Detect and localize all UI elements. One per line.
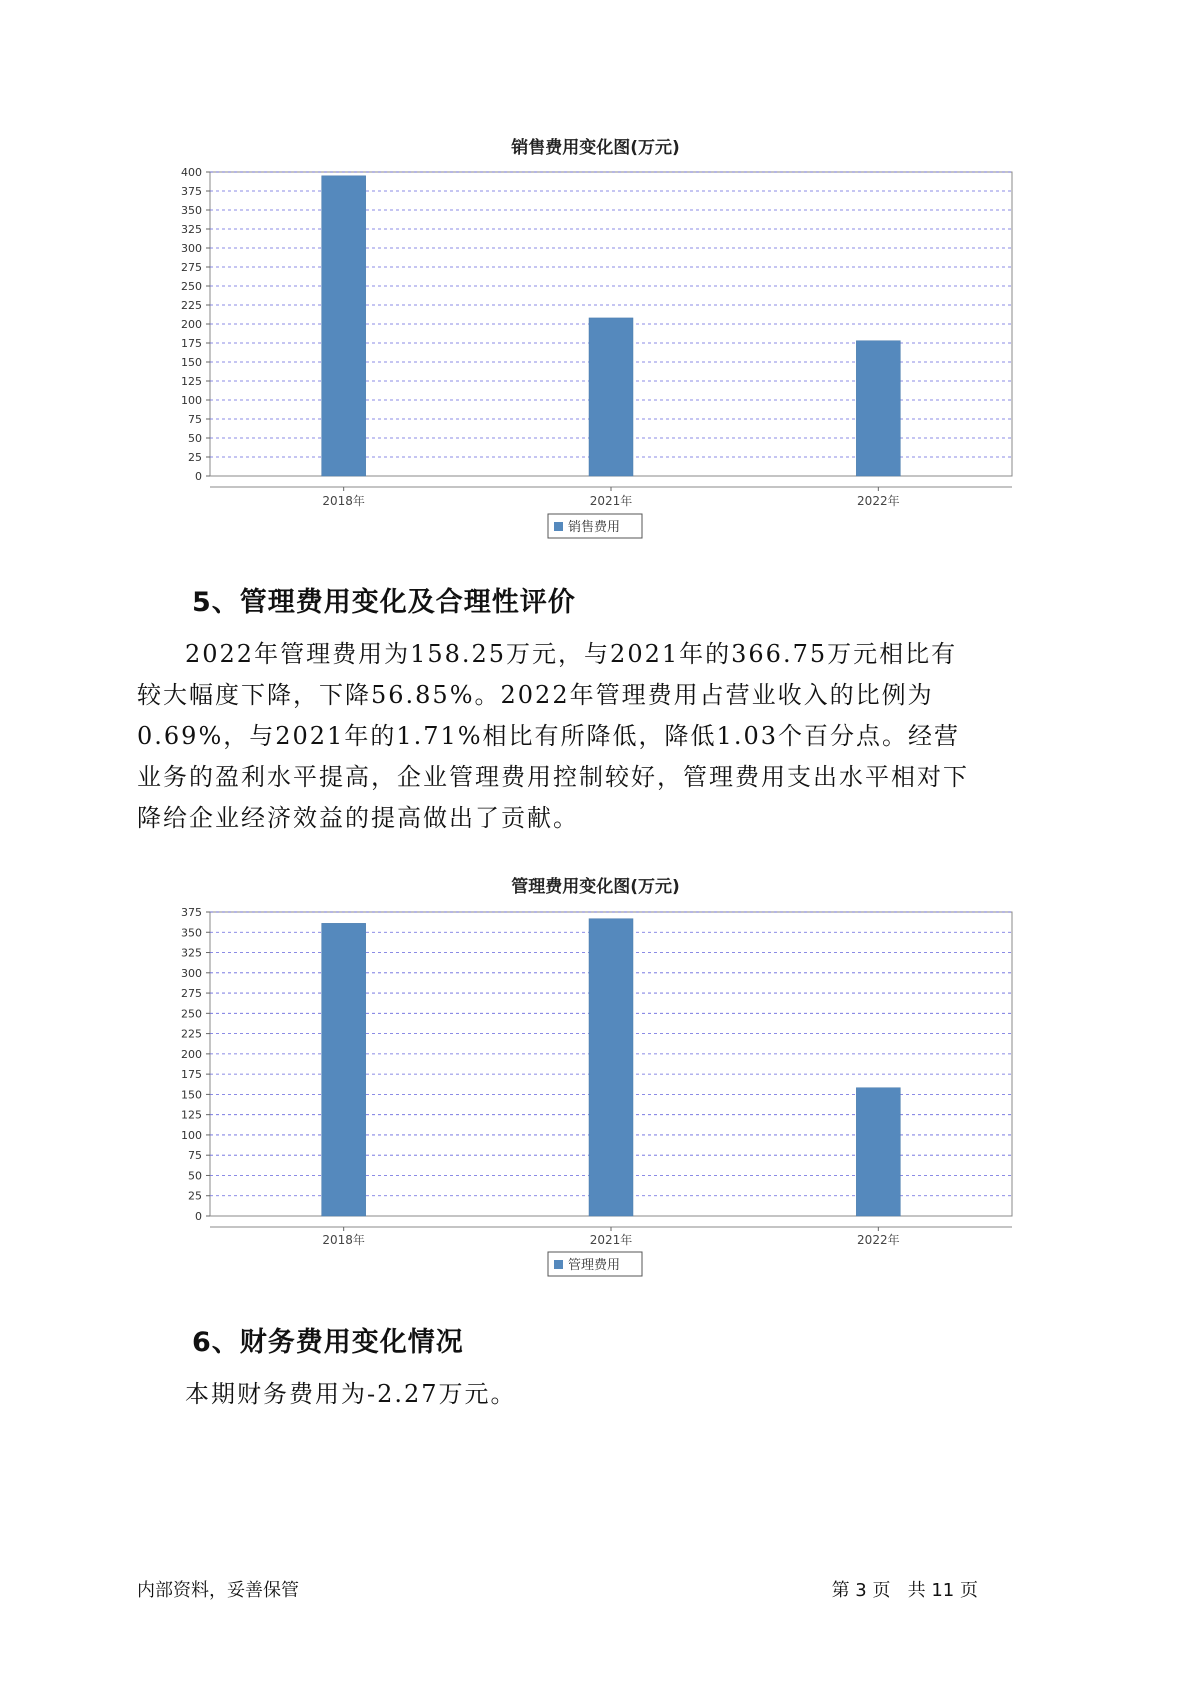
y-tick-label: 275 (181, 987, 202, 1001)
y-tick-label: 350 (181, 926, 202, 940)
y-tick-label: 375 (181, 906, 202, 919)
y-tick-label: 175 (181, 1068, 202, 1082)
y-tick-label: 225 (181, 1027, 202, 1041)
y-tick-label: 0 (195, 1210, 202, 1223)
y-tick-label: 200 (181, 1047, 202, 1061)
x-tick-label: 2018年 (322, 1233, 365, 1247)
y-tick-label: 150 (181, 1088, 202, 1102)
y-tick-label: 225 (181, 299, 202, 312)
admin-expense-chart (0, 900, 1191, 1300)
y-tick-label: 75 (188, 413, 202, 426)
y-tick-label: 400 (181, 166, 202, 179)
legend-swatch (554, 522, 563, 531)
footer-left: 内部资料，妥善保管 (137, 1580, 299, 1601)
y-tick-label: 175 (181, 337, 202, 350)
section6-text: 本期财务费用为-2.27万元。 (185, 1380, 517, 1408)
y-tick-label: 125 (181, 375, 202, 388)
bar (589, 919, 633, 1216)
chart1-title: 销售费用变化图(万元) (511, 138, 680, 158)
bar (322, 923, 366, 1216)
y-tick-label: 325 (181, 946, 202, 960)
bar (589, 318, 633, 476)
y-tick-label: 25 (188, 451, 202, 464)
x-tick-label: 2022年 (857, 494, 900, 508)
x-tick-label: 2022年 (857, 1233, 900, 1247)
x-tick-label: 2018年 (322, 494, 365, 508)
legend-swatch (554, 1260, 563, 1269)
legend-label: 管理费用 (568, 1258, 621, 1273)
y-tick-label: 50 (188, 432, 202, 445)
y-tick-label: 100 (181, 394, 202, 407)
section5-paragraph (137, 634, 977, 839)
y-tick-label: 300 (181, 242, 202, 255)
bar (856, 341, 900, 476)
y-tick-label: 275 (181, 261, 202, 274)
y-tick-label: 250 (181, 280, 202, 293)
bar (322, 176, 366, 476)
y-tick-label: 100 (181, 1128, 202, 1142)
y-tick-label: 375 (181, 185, 202, 198)
y-tick-label: 25 (188, 1189, 202, 1203)
y-tick-label: 200 (181, 318, 202, 331)
section6-heading: 6、财务费用变化情况 (192, 1327, 464, 1358)
y-tick-label: 300 (181, 966, 202, 980)
y-tick-label: 250 (181, 1007, 202, 1021)
y-tick-label: 350 (181, 204, 202, 217)
sales-expense-chart (0, 160, 1191, 580)
footer-right: 第 3 页 共 11 页 (831, 1580, 978, 1601)
x-tick-label: 2021年 (589, 1233, 633, 1247)
chart2-title: 管理费用变化图(万元) (511, 877, 680, 897)
x-tick-label: 2021年 (589, 494, 633, 508)
y-tick-label: 150 (181, 356, 202, 369)
y-tick-label: 75 (188, 1149, 202, 1163)
section6-paragraph (137, 1374, 977, 1415)
y-tick-label: 125 (181, 1108, 202, 1122)
y-tick-label: 50 (188, 1169, 202, 1183)
section5-heading: 5、管理费用变化及合理性评价 (192, 587, 576, 618)
section5-text: 2022年管理费用为158.25万元，与2021年的366.75万元相比有较大幅度下降，下降56.85%。2022年管理费用占营业收入的比例为0.69%，与2021年的1.71%相比有所降低，降低1.03个百分点。经营业务的盈利水平提高，企业管理费用控制较好，管理费用支出水平相对下降给企业经济效益的提高做出了贡献。 (137, 640, 969, 832)
y-tick-label: 325 (181, 223, 202, 236)
bar (856, 1088, 900, 1216)
legend-label: 销售费用 (568, 520, 621, 535)
y-tick-label: 0 (195, 470, 202, 483)
